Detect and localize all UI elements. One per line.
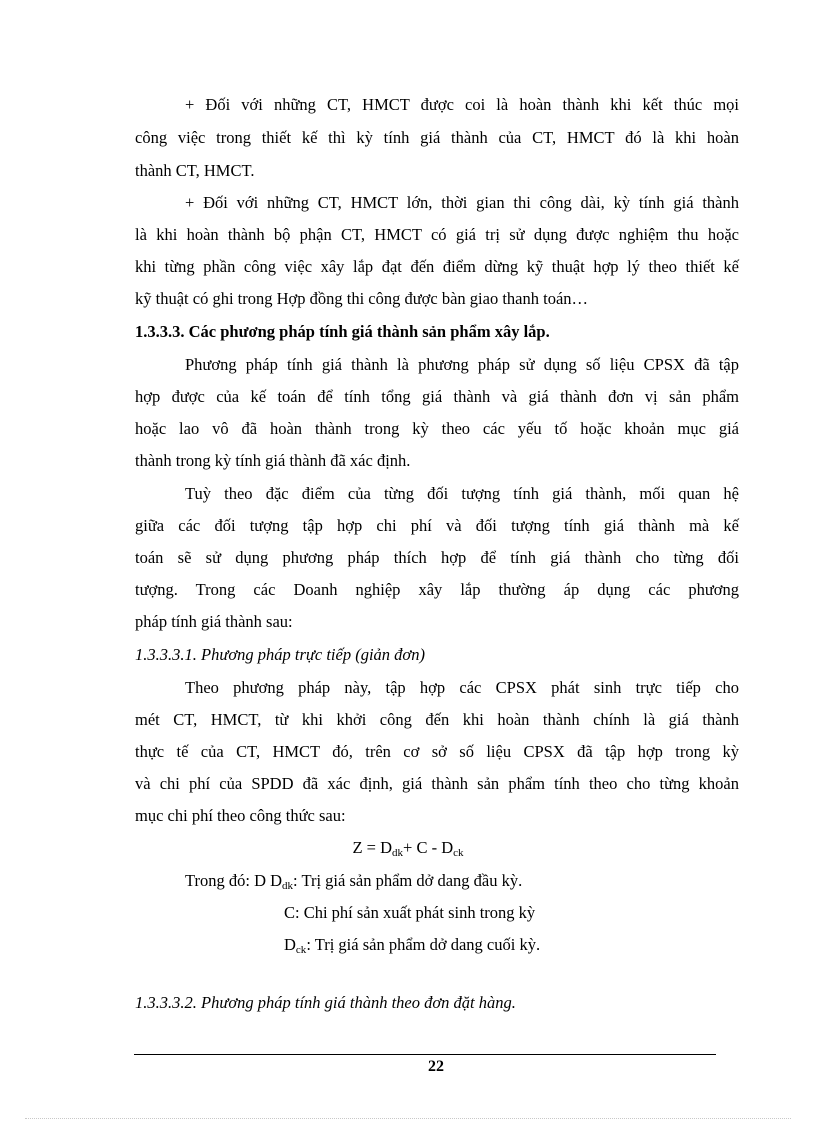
para2-line3: khi từng phần công việc xây lắp đạt đến điểm dừng kỹ thuật hợp lý theo thiết kế bbox=[135, 257, 739, 276]
para2-line1: + Đối với những CT, HMCT lớn, thời gian thi công dài, kỳ tính giá thành bbox=[185, 193, 739, 212]
page-bottom-dotted-border bbox=[25, 1118, 791, 1119]
para5-line1: Theo phương pháp này, tập hợp các CPSX phát sinh trực tiếp cho bbox=[185, 678, 739, 697]
section-heading: 1.3.3.3. Các phương pháp tính giá thành sản phẩm xây lắp. bbox=[135, 322, 550, 341]
formula-sub-dk: dk bbox=[392, 847, 404, 859]
para2-line2: là khi hoàn thành bộ phận CT, HMCT có giá trị sử dụng được nghiệm thu hoặc bbox=[135, 225, 739, 244]
para3-line3: hoặc lao vô đã hoàn thành trong kỳ theo các yếu tố hoặc khoản mục giá bbox=[135, 419, 739, 438]
legend1-text-b: : Trị giá sản phẩm dở dang đầu kỳ. bbox=[293, 871, 523, 890]
legend3-text-b: : Trị giá sản phẩm dở dang cuối kỳ. bbox=[306, 935, 541, 954]
legend3-text-a: D bbox=[284, 935, 296, 954]
para4-line5: pháp tính giá thành sau: bbox=[135, 612, 293, 631]
subheading-direct-method: 1.3.3.3.1. Phương pháp trực tiếp (giản đơn) bbox=[135, 645, 425, 664]
para3-line2: hợp được của kế toán để tính tổng giá thành và giá thành đơn vị sản phẩm bbox=[135, 387, 739, 406]
footer-rule bbox=[134, 1054, 716, 1055]
para4-line3: toán sẽ sử dụng phương pháp thích hợp để tính giá thành cho từng đối bbox=[135, 548, 739, 567]
para3-line1: Phương pháp tính giá thành là phương pháp sử dụng số liệu CPSX đã tập bbox=[185, 355, 739, 374]
para3-line4: thành trong kỳ tính giá thành đã xác định. bbox=[135, 451, 411, 470]
legend-line2: C: Chi phí sản xuất phát sinh trong kỳ bbox=[284, 903, 536, 922]
para1-line2: công việc trong thiết kế thì kỳ tính giá thành của CT, HMCT đó là khi hoàn bbox=[135, 128, 739, 147]
legend-line1 bbox=[185, 869, 789, 898]
legend1-text-a: Trong đó: D D bbox=[185, 871, 283, 890]
legend1-sub: dk bbox=[282, 880, 294, 892]
formula-sub-ck: ck bbox=[453, 847, 464, 859]
formula-part-b: + C - D bbox=[403, 838, 454, 857]
para1-line3: thành CT, HMCT. bbox=[135, 161, 255, 180]
legend3-sub: ck bbox=[295, 944, 307, 956]
page-number: 22 bbox=[428, 1058, 444, 1075]
para5-line5: mục chi phí theo công thức sau: bbox=[135, 806, 346, 825]
legend-line3 bbox=[284, 933, 816, 962]
formula-part-a: Z = D bbox=[352, 838, 393, 857]
para4-line1: Tuỳ theo đặc điểm của từng đối tượng tính giá thành, mối quan hệ bbox=[185, 484, 739, 503]
para5-line2: mét CT, HMCT, từ khi khởi công đến khi hoàn thành chính là giá thành bbox=[135, 710, 739, 729]
subheading-order-method: 1.3.3.3.2. Phương pháp tính giá thành theo đơn đặt hàng. bbox=[135, 993, 516, 1012]
para4-line4: tượng. Trong các Doanh nghiệp xây lắp thường áp dụng các phương bbox=[135, 580, 739, 599]
cost-formula bbox=[0, 836, 816, 865]
para5-line4: và chi phí của SPDD đã xác định, giá thành sản phẩm tính theo cho từng khoản bbox=[135, 774, 739, 793]
para2-line4: kỹ thuật có ghi trong Hợp đồng thi công được bàn giao thanh toán… bbox=[135, 289, 589, 308]
para4-line2: giữa các đối tượng tập hợp chi phí và đối tượng tính giá thành mà kế bbox=[135, 516, 739, 535]
para1-line1: + Đối với những CT, HMCT được coi là hoàn thành khi kết thúc mọi bbox=[185, 95, 739, 114]
para5-line3: thực tế của CT, HMCT đó, trên cơ sở số liệu CPSX đã tập hợp trong kỳ bbox=[135, 742, 739, 761]
